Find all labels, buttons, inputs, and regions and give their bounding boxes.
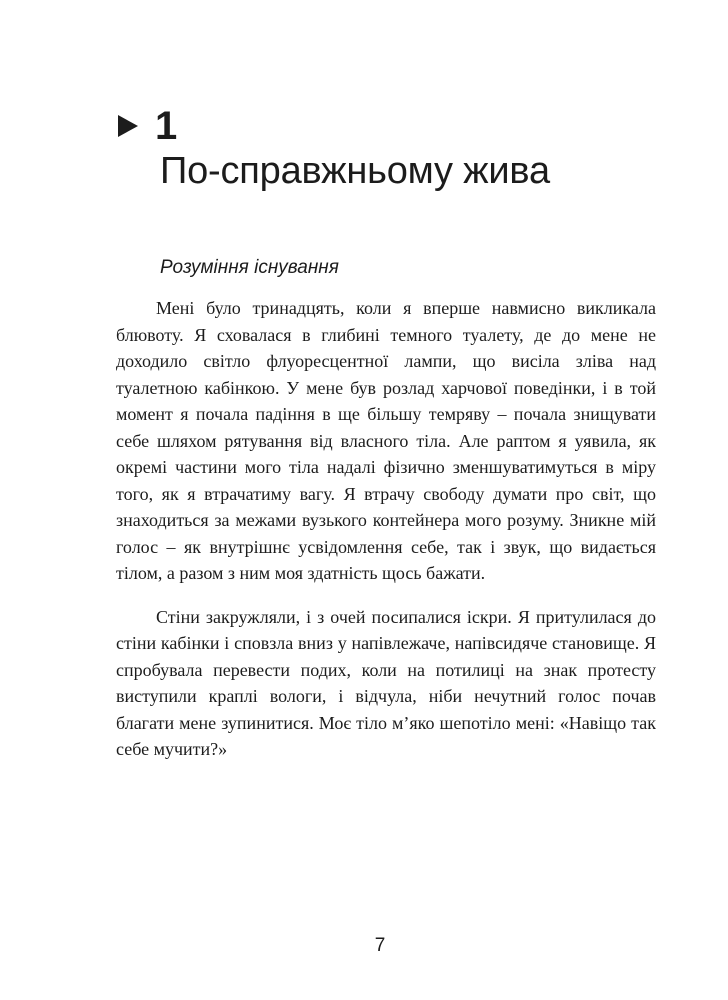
triangle-right-icon (118, 115, 138, 137)
section-subtitle: Розуміння існування (160, 257, 339, 278)
paragraph: Стіни закружляли, і з очей посипалися іскри. Я притулилася до стіни кабінки і сповзла вниз у напівлежаче, напівсидяче становище. Я спробувала перевести подих, коли на потилиці на знак протесту виступили краплі вологи, і відчула, ніби нечутний голос почав благати мене зупинитися. Моє тіло м’яко шепотіло мені: «Навіщо так себе мучити?» (116, 606, 656, 759)
page-number: 7 (374, 935, 386, 956)
chapter-number: 1 (155, 104, 178, 148)
paragraph: Мені було тринадцять, коли я вперше навмисно викликала блювоту. Я сховалася в глибині темного туалету, де до мене не доходило світло флуоресцентної лампи, що висіла зліва над туалетною кабінкою. У мене був розлад харчової поведінки, і в той момент я почала падіння в ще більшу темряву – почала знищувати себе шляхом рятування від власного тіла. Але раптом я уявила, як окремі частини мого тіла надалі фізично зменшуватимуться в міру того, як я втрачатиму вагу. Я втрачу свободу думати про світ, що знаходиться за межами вузького контейнера мого розуму. Зникне мій голос – як внутрішнє усвідомлення себе, так і звук, що видається тілом, а разом з ним моя здатність щось бажати. (116, 298, 656, 583)
chapter-title: По-справжньому жива (160, 150, 550, 192)
chapter-number-line (118, 103, 658, 149)
body-text (116, 295, 656, 763)
chapter-heading (118, 103, 658, 192)
